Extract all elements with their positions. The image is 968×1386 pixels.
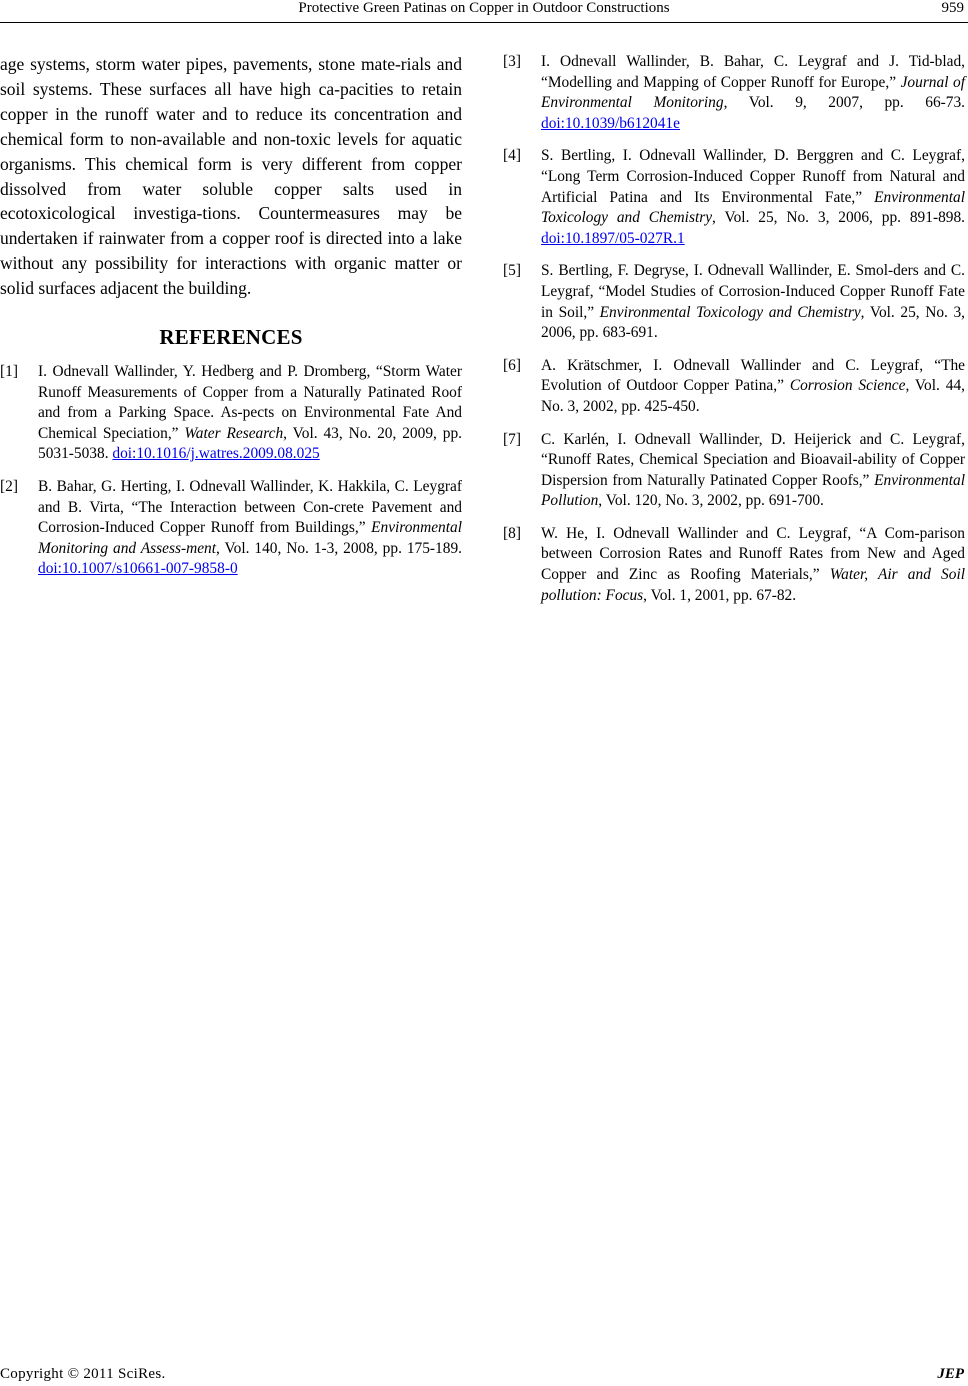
- reference-title: “The Evolution of Outdoor Copper Patina,”: [541, 356, 965, 395]
- reference-5: [503, 261, 965, 343]
- reference-authors: S. Bertling, I. Odnevall Wallinder, D. Berggren and C. Leygraf,: [541, 147, 965, 165]
- reference-4: [503, 146, 965, 249]
- reference-1: [0, 362, 462, 465]
- reference-journal: Environmental Toxicology and Chemistry: [599, 303, 861, 321]
- reference-title: “The Interaction between Con-crete Pavement and Corrosion-Induced Copper Runoff from Buildings,”: [38, 498, 462, 537]
- body-paragraph: age systems, storm water pipes, pavements, stone mate-rials and soil systems. These surfaces all have high ca-pacities to retain copper in the runoff water and to reduce its concentration and chemical form to non-available and non-toxic levels for aquatic organisms. This chemical form is very different from copper dissolved from water soluble copper salts used in ecotoxicological investiga-tions. Countermeasures may be undertaken if rainwater from a copper roof is directed into a lake without any possibility for interactions with organic matter or solid surfaces adjacent the building.: [0, 54, 462, 299]
- reference-details: , Vol. 44, No. 3, 2002, pp. 425-450.: [541, 377, 966, 415]
- reference-details: , Vol. 25, No. 3, 2006, pp. 683-691.: [541, 303, 965, 342]
- page-header: [0, 0, 968, 22]
- reference-journal: Environmental Pollution: [541, 471, 965, 510]
- reference-3: [503, 52, 965, 134]
- reference-number: [4]: [503, 147, 521, 165]
- running-title: Protective Green Patinas on Copper in Outdoor Constructions: [298, 0, 670, 16]
- reference-number: [6]: [503, 356, 521, 374]
- reference-number: [5]: [503, 262, 521, 280]
- reference-number: [3]: [503, 53, 521, 70]
- reference-number: [7]: [503, 430, 521, 448]
- reference-number: [1]: [0, 363, 18, 381]
- reference-journal: Environmental Toxicology and Chemistry: [541, 188, 965, 227]
- reference-authors: B. Bahar, G. Herting, I. Odnevall Wallinder, K. Hakkila, C. Leygraf and B. Virta,: [38, 478, 462, 516]
- header-rule: [0, 22, 968, 23]
- reference-details: , Vol. 25, No. 3, 2006, pp. 891-898.: [712, 209, 965, 227]
- right-column: [503, 52, 965, 618]
- reference-6: [503, 356, 965, 418]
- reference-doi-link[interactable]: doi:10.1039/b612041e: [541, 114, 680, 132]
- reference-doi-link[interactable]: doi:10.1016/j.watres.2009.08.025: [112, 445, 320, 463]
- reference-details: , Vol. 1, 2001, pp. 67-82.: [643, 586, 797, 604]
- page-number: 959: [941, 0, 964, 16]
- copyright-notice: Copyright © 2011 SciRes.: [0, 1366, 166, 1382]
- reference-details: , Vol. 43, No. 20, 2009, pp. 5031-5038.: [38, 424, 462, 463]
- reference-authors: W. He, I. Odnevall Wallinder and C. Leygraf,: [541, 524, 860, 542]
- reference-8: [503, 524, 965, 606]
- reference-journal: Water, Air and Soil pollution: Focus: [541, 566, 965, 604]
- reference-authors: C. Karlén, I. Odnevall Wallinder, D. Heijerick and C. Leygraf,: [541, 430, 965, 448]
- reference-details: , Vol. 9, 2007, pp. 66-73.: [723, 94, 966, 112]
- reference-journal: Corrosion Science: [789, 377, 906, 395]
- references-heading: REFERENCES: [159, 325, 303, 350]
- reference-title: “Long Term Corrosion-Induced Copper Runoff from Natural and Artificial Patina and Its Environmental Fate,”: [541, 167, 965, 206]
- reference-journal: Water Research: [184, 424, 284, 442]
- reference-details: , Vol. 120, No. 3, 2002, pp. 691-700.: [598, 492, 824, 510]
- reference-authors: S. Bertling, F. Degryse, I. Odnevall Wallinder, E. Smol-ders and C. Leygraf,: [541, 262, 965, 300]
- reference-journal: Environmental Monitoring and Assess-ment: [38, 519, 462, 557]
- reference-authors: A. Krätschmer, I. Odnevall Wallinder and C. Leygraf,: [541, 356, 935, 374]
- reference-details: , Vol. 140, No. 1-3, 2008, pp. 175-189.: [216, 539, 462, 557]
- reference-journal: Journal of Environmental Monitoring: [541, 73, 965, 112]
- reference-title: “Modelling and Mapping of Copper Runoff for Europe,”: [541, 73, 901, 91]
- reference-doi-link[interactable]: doi:10.1007/s10661-007-9858-0: [38, 560, 238, 578]
- reference-number: [8]: [503, 524, 521, 542]
- reference-title: “Model Studies of Corrosion-Induced Copper Runoff Fate in Soil,”: [541, 282, 965, 321]
- page-footer: [0, 1366, 968, 1386]
- reference-authors: I. Odnevall Wallinder, Y. Hedberg and P. Dromberg,: [38, 363, 376, 381]
- journal-abbreviation: JEP: [937, 1366, 964, 1382]
- reference-title: “Runoff Rates, Chemical Speciation and Bioavail-ability of Copper Dispersion from Naturally Patinated Copper Roofs,”: [541, 451, 965, 489]
- reference-doi-link[interactable]: doi:10.1897/05-027R.1: [541, 229, 685, 247]
- reference-title: “A Com-parison between Corrosion Rates and Runoff Rates from New and Aged Copper and Zinc as Roofing Materials,”: [541, 524, 965, 584]
- reference-2: [0, 477, 462, 580]
- reference-title: “Storm Water Runoff Measurements of Copper from a Naturally Patinated Roof and from a Parking Space. As-pects on Environmental Fate And Chemical Speciation,”: [38, 363, 462, 442]
- reference-authors: I. Odnevall Wallinder, B. Bahar, C. Leygraf and J. Tid-blad,: [541, 53, 965, 70]
- reference-number: [2]: [0, 478, 18, 496]
- left-column: [0, 52, 462, 592]
- reference-7: [503, 430, 965, 512]
